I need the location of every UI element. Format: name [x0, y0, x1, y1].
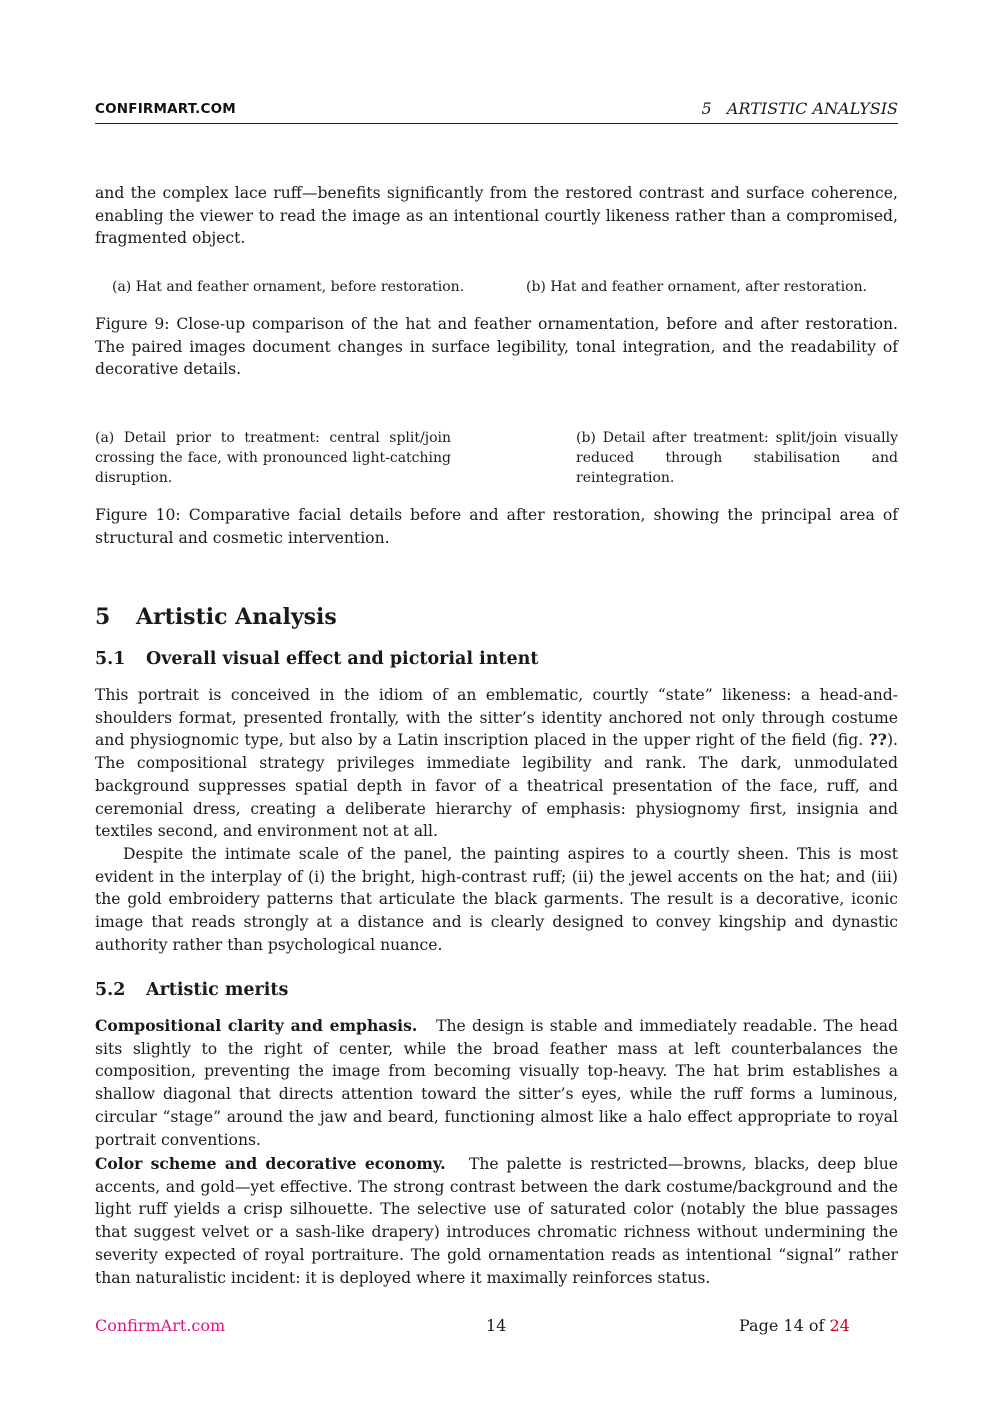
- subsection1-body: [95, 684, 898, 956]
- section-title: Artistic Analysis: [136, 604, 337, 630]
- subsection1-heading: [95, 649, 898, 669]
- para1-text-end: ). The compositional strategy privileges immediate legibility and rank. The dark, unmodulated background suppresses spatial depth in favor of a theatrical presentation of the face, ruff, and ceremonial dress, creating a deliberate hierarchy of emphasis: physiognomy first, insignia and textiles second, and environment not at all.: [95, 731, 898, 841]
- section-number: 5: [95, 604, 111, 630]
- figure10-caption-block: [95, 504, 898, 549]
- footer-site-link[interactable]: ConfirmArt.com: [95, 1316, 226, 1335]
- intro-paragraph: and the complex lace ruff—benefits significantly from the restored contrast and surface coherence, enabling the viewer to read the image as an intentional courtly likeness rather than a compromised, fragmented object.: [95, 184, 898, 248]
- footer-total-pages-link[interactable]: 24: [829, 1316, 850, 1335]
- paragraph2-text: The palette is restricted—browns, blacks, deep blue accents, and gold—yet effective. The strong contrast between the dark costume/background and the light ruff yields a crisp silhouette. The selective use of saturated color (notably the blue passages that suggest velvet or a sash-like drapery) introduces chromatic richness without undermining the severity expected of royal portraiture. The gold ornamentation reads as intentional “signal” rather than naturalistic incident: it is deployed where it maximally reinforces status.: [95, 1155, 898, 1287]
- paragraph1-text: The design is stable and immediately readable. The head sits slightly to the right of center, while the broad feather mass at left counterbalances the composition, preventing the image from becoming visually top-heavy. The hat brim establishes a shallow diagonal that directs attention toward the sitter’s eyes, while the ruff forms a luminous, circular “stage” around the jaw and beard, functioning almost like a halo effect appropriate to royal portrait conventions.: [95, 1017, 899, 1149]
- subsection1-paragraph2: Despite the intimate scale of the panel, the painting aspires to a courtly sheen. This is most evident in the interplay of (i) the bright, high-contrast ruff; (ii) the jewel accents on the hat; and (iii) the gold embroidery patterns that articulate the black garments. The result is a decorative, iconic image that reads strongly at a distance and is clearly designed to convey kingship and dynastic authority rather than psychological nuance.: [95, 844, 898, 954]
- subsection1-number: 5.1: [95, 649, 126, 669]
- footer-page-number: 14: [486, 1316, 507, 1335]
- subsection1-title: Overall visual effect and pictorial intent: [146, 649, 539, 669]
- figure9-subcaption-b: (b) Hat and feather ornament, after restoration.: [526, 279, 868, 295]
- running-section-label: ARTISTIC ANALYSIS: [726, 99, 898, 118]
- subsection2-paragraph2: [95, 1153, 898, 1289]
- figure10-subcaption-b: (b) Detail after treatment: split/join visually reduced through stabilisation and reintegration.: [576, 430, 898, 486]
- subsection2-heading: [95, 980, 898, 1000]
- paragraph1-lead: Compositional clarity and emphasis.: [95, 1016, 418, 1035]
- figure10-caption: Figure 10: Comparative facial details before and after restoration, showing the principal area of structural and cosmetic intervention.: [95, 506, 898, 547]
- figure9-subcaption-a: (a) Hat and feather ornament, before restoration.: [112, 279, 465, 295]
- intro-paragraph-block: [95, 182, 898, 250]
- running-header: [95, 97, 898, 124]
- figure10-subcaption-a: (a) Detail prior to treatment: central split/join crossing the face, with pronounced light-catching disruption.: [95, 430, 451, 486]
- figure-reference[interactable]: ??: [868, 730, 887, 750]
- paragraph2-lead: Color scheme and decorative economy.: [95, 1154, 446, 1173]
- site-logo: CONFIRMART.COM: [95, 101, 236, 117]
- subsection1-paragraph1: [95, 684, 898, 843]
- section-heading: [95, 604, 898, 630]
- figure9-caption: Figure 9: Close-up comparison of the hat and feather ornamentation, before and after restoration. The paired images document changes in surface legibility, tonal integration, and the readability of decorative details.: [95, 315, 898, 379]
- footer-page-prefix: Page 14 of: [739, 1316, 830, 1335]
- subsection2-paragraph1-block: [95, 1015, 898, 1151]
- subsection2-paragraph2-block: [95, 1153, 898, 1289]
- running-section-number: 5: [701, 99, 712, 118]
- figure9-caption-block: [95, 313, 898, 381]
- running-section-title: [701, 99, 898, 118]
- para1-text-start: This portrait is conceived in the idiom of an emblematic, courtly “state” likeness: a head-and-shoulders format, presented frontally, with the sitter’s identity anchored not only through costume and physiognomic type, but also by a Latin inscription placed in the upper right of the field (fig.: [95, 686, 898, 750]
- subsection2-number: 5.2: [95, 980, 126, 1000]
- subsection2-title: Artistic merits: [146, 980, 289, 1000]
- footer-page-count: [739, 1316, 850, 1335]
- subsection2-paragraph1: [95, 1015, 898, 1151]
